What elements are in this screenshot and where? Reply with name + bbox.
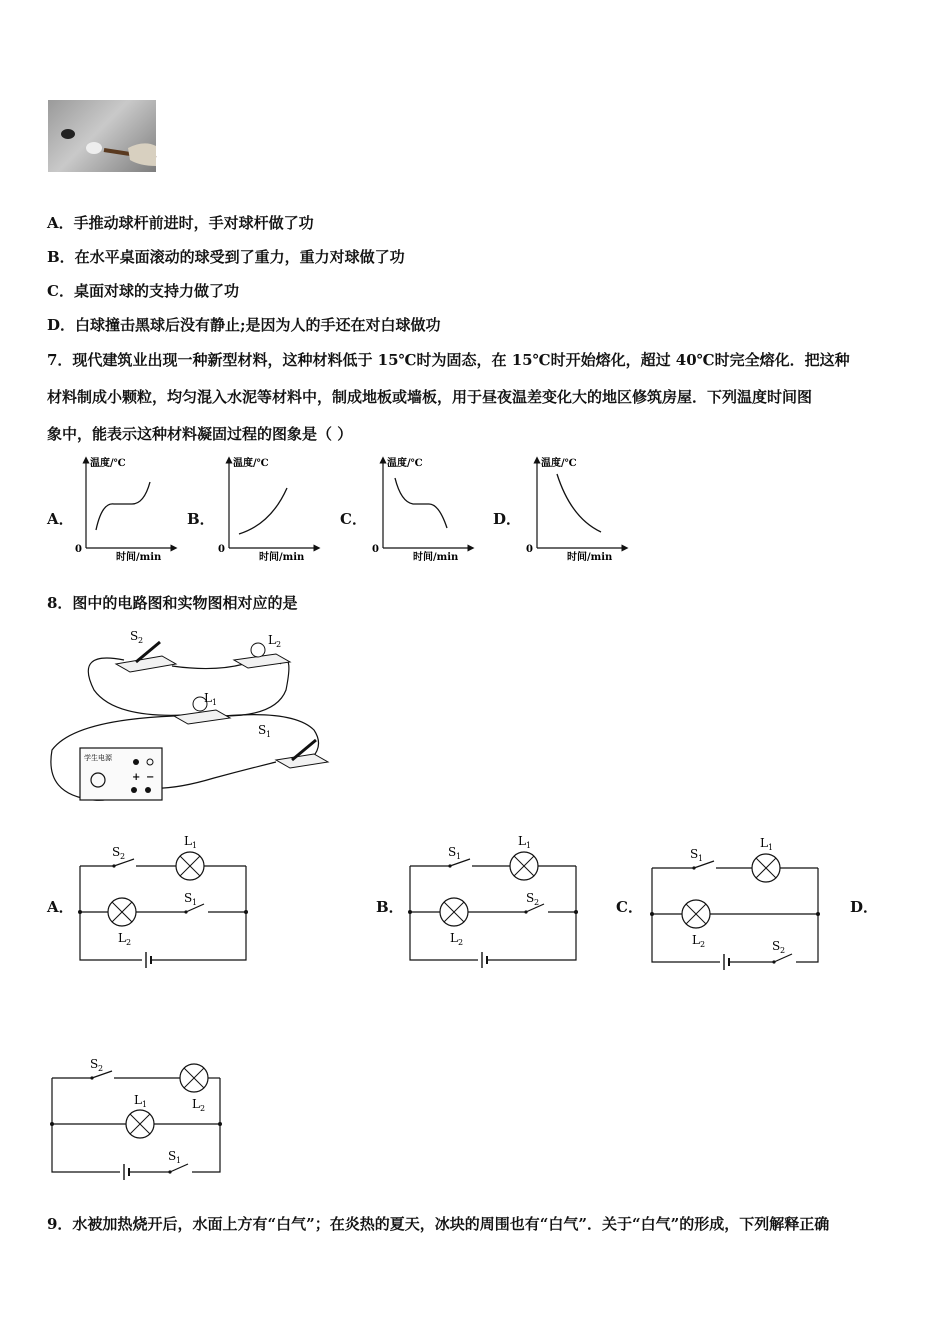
junction: [574, 910, 578, 914]
s1-label-sub: 1: [698, 854, 704, 863]
q7-option-a-label[interactable]: A．: [47, 510, 74, 528]
l2-label-sub: 2: [700, 940, 706, 949]
junction: [78, 910, 82, 914]
q9-stem-line-1: 9．水被加热烧开后，水面上方有“白气”；在炎热的夏天，冰块的周围也有“白气”．关于“白气”的形成，下列解释正确: [47, 1215, 830, 1233]
s2-label-sub: 2: [534, 898, 540, 907]
s1-label: S: [690, 847, 699, 861]
l2-label-sub: 2: [458, 938, 464, 947]
l2-bulb: [251, 643, 265, 657]
l2-label-sub: 2: [200, 1104, 206, 1113]
switch-contact: [112, 864, 115, 867]
s1-label: S: [184, 891, 193, 905]
s2-label: S: [526, 891, 535, 905]
l2-label: L: [450, 931, 458, 945]
s2-base: [116, 656, 176, 672]
q8-circuit-d[interactable]: [50, 1050, 224, 1180]
junction: [408, 910, 412, 914]
l2-label: L: [692, 933, 700, 947]
hand: [128, 143, 156, 166]
s2-label: S: [90, 1057, 99, 1071]
junction: [650, 912, 654, 916]
switch-contact: [692, 866, 695, 869]
minus-terminal-label: −: [146, 772, 155, 783]
l2-label-sub: 2: [276, 640, 282, 649]
curve-heating: [239, 488, 287, 534]
wire: [80, 866, 142, 960]
s1-label: S: [448, 845, 457, 859]
wire: [172, 664, 244, 669]
switch-contact: [448, 864, 451, 867]
wire: [148, 762, 276, 788]
l1-label-sub: 1: [526, 841, 532, 850]
l2-label: L: [192, 1097, 200, 1111]
q8-circuit-b[interactable]: [408, 830, 580, 970]
s1-label-sub: 1: [192, 898, 198, 907]
l2-label: L: [268, 633, 276, 647]
q7-stem-line-3: 象中，能表示这种材料凝固过程的图象是（ ）: [47, 425, 353, 443]
s2-label-sub: 2: [780, 946, 786, 955]
s1-switch-blade: [170, 1164, 188, 1172]
origin-label: 0: [526, 544, 533, 555]
junction: [244, 910, 248, 914]
junction: [50, 1122, 54, 1126]
s2-label-sub: 2: [98, 1064, 104, 1073]
y-axis-label: 温度/℃: [541, 458, 577, 469]
q8-option-b-label[interactable]: B．: [376, 898, 404, 916]
q8-title: 8．图中的电路图和实物图相对应的是: [47, 594, 298, 612]
l1-label-sub: 1: [212, 698, 218, 707]
l1-label: L: [760, 836, 768, 850]
origin-label: 0: [75, 544, 82, 555]
l1-label: L: [134, 1093, 142, 1107]
y-axis-label: 温度/℃: [387, 458, 423, 469]
wire: [150, 866, 246, 960]
x-axis-label: 时间/min: [116, 552, 162, 563]
s1-label: S: [168, 1149, 177, 1163]
x-axis-label: 时间/min: [567, 552, 613, 563]
l2-label: L: [118, 931, 126, 945]
curve-cooling: [557, 474, 601, 532]
q7-graph-c[interactable]: [367, 452, 477, 564]
s2-label-sub: 2: [120, 852, 126, 861]
wire: [796, 868, 818, 962]
l1-base: [174, 710, 230, 724]
q8-option-a-label[interactable]: A．: [47, 898, 74, 916]
s2-label-sub: 2: [138, 636, 144, 645]
q7-option-d-label[interactable]: D．: [493, 510, 522, 528]
q8-circuit-c[interactable]: [650, 830, 822, 970]
l2-label-sub: 2: [126, 938, 132, 947]
billiards-photo-drawing: [48, 100, 156, 172]
wire: [486, 866, 576, 960]
l1-label-sub: 1: [192, 841, 198, 850]
terminal: [131, 787, 137, 793]
s1-base: [276, 754, 328, 768]
l1-label-sub: 1: [768, 843, 774, 852]
y-axis-label: 温度/℃: [233, 458, 269, 469]
wire: [224, 660, 289, 716]
q7-option-b-label[interactable]: B．: [187, 510, 215, 528]
switch-contact: [168, 1170, 171, 1173]
s1-label-sub: 1: [266, 730, 272, 739]
switch-contact: [90, 1076, 93, 1079]
q7-graph-d[interactable]: [521, 452, 631, 564]
power-supply-label: 学生电源: [84, 754, 112, 762]
q8-circuit-a[interactable]: [78, 830, 250, 970]
q7-graph-b[interactable]: [213, 452, 323, 564]
q6-option-d[interactable]: D．白球撞击黑球后没有静止;是因为人的手还在对白球做功: [47, 316, 441, 334]
wire: [52, 1078, 120, 1172]
l1-label-sub: 1: [142, 1100, 148, 1109]
x-axis-label: 时间/min: [259, 552, 305, 563]
q8-option-c-label[interactable]: C．: [616, 898, 643, 916]
y-axis-label: 温度/℃: [90, 458, 126, 469]
curve-solidifying: [395, 478, 447, 528]
terminal: [145, 787, 151, 793]
l1-label: L: [204, 691, 212, 705]
q8-physical-circuit: [44, 620, 344, 816]
switch-contact: [772, 960, 775, 963]
s1-label-sub: 1: [456, 852, 462, 861]
plus-terminal-label: +: [132, 772, 141, 783]
s1-label-sub: 1: [176, 1156, 182, 1165]
junction: [218, 1122, 222, 1126]
q7-graph-a[interactable]: [70, 452, 180, 564]
q6-option-b[interactable]: B．在水平桌面滚动的球受到了重力，重力对球做了功: [47, 248, 405, 266]
s2-switch-blade: [774, 954, 792, 962]
indicator-icon: [133, 759, 139, 765]
junction: [816, 912, 820, 916]
s1-switch-blade: [694, 861, 714, 868]
x-axis-label: 时间/min: [413, 552, 459, 563]
s2-label: S: [772, 939, 781, 953]
q6-option-a[interactable]: A．手推动球杆前进时，手对球杆做了功: [47, 214, 314, 232]
black-ball: [61, 129, 75, 139]
q6-option-c[interactable]: C．桌面对球的支持力做了功: [47, 282, 239, 300]
origin-label: 0: [218, 544, 225, 555]
l1-label: L: [518, 834, 526, 848]
curve-melting: [96, 482, 150, 530]
q7-option-c-label[interactable]: C．: [340, 510, 367, 528]
origin-label: 0: [372, 544, 379, 555]
billiards-photo: [48, 100, 156, 172]
switch-contact: [524, 910, 527, 913]
s1-label: S: [258, 723, 267, 737]
l1-label: L: [184, 834, 192, 848]
q8-option-d-label[interactable]: D．: [850, 898, 879, 916]
s2-label: S: [112, 845, 121, 859]
q7-stem-line-1: 7．现代建筑业出现一种新型材料，这种材料低于 15℃时为固态，在 15℃时开始熔化，超过 40℃时完全熔化．把这种: [47, 351, 850, 369]
white-ball: [86, 142, 102, 154]
s2-label: S: [130, 629, 139, 643]
switch-contact: [184, 910, 187, 913]
q7-stem-line-2: 材料制成小颗粒，均匀混入水泥等材料中，制成地板或墙板，用于昼夜温差变化大的地区修筑房屋．下列温度时间图: [47, 388, 813, 406]
